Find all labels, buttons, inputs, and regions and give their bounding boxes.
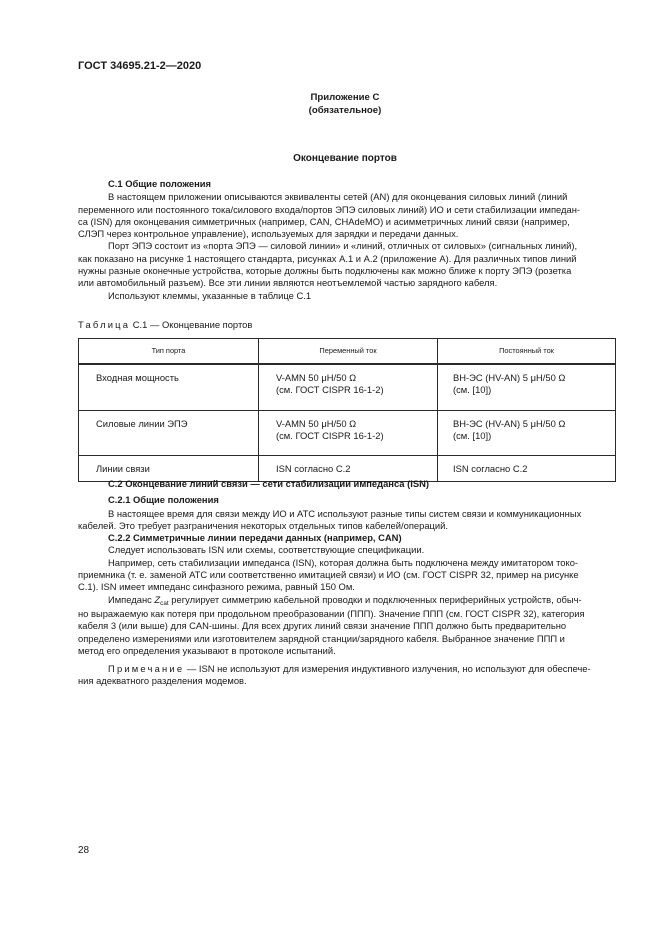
column-header-port-type: Тип порта xyxy=(79,339,259,365)
impedance-text: регулирует симметрию кабельной проводки и подключенных периферийных устройств, обыч- xyxy=(168,593,582,605)
c22-paragraph-2 xyxy=(78,557,615,594)
c1-paragraph-1 xyxy=(78,191,615,240)
text-line: определено измерениями или изготовителем зарядной станции/зарядного кабеля. Выбранное значение ППП и xyxy=(78,632,565,644)
standard-header: ГОСТ 34695.21-2—2020 xyxy=(78,60,202,72)
page-number: 28 xyxy=(78,845,90,856)
annex-title: Приложение С xyxy=(310,92,380,103)
c21-paragraph xyxy=(78,508,615,533)
c22-heading: С.2.2 Симметричные линии передачи данных (например, CAN) xyxy=(108,532,402,544)
text-line: или автомобильный разъем). Все эти линии являются неотъемлемой частью зарядного кабеля. xyxy=(78,277,498,289)
column-header-dc: Постоянный ток xyxy=(438,339,616,365)
text-line: метод его определения указывают в протоколе испытаний. xyxy=(78,644,336,656)
text-line xyxy=(78,594,615,608)
c1-heading: С.1 Общие положения xyxy=(108,178,211,189)
cell-dc-line2: (см. [10]) xyxy=(453,384,492,396)
section-c2 xyxy=(78,478,615,688)
table-caption-text: С.1 — Оконцевание портов xyxy=(130,319,253,330)
section-c1 xyxy=(78,178,615,302)
table-row xyxy=(79,364,616,411)
table-header-row xyxy=(79,339,616,365)
text-line: переменного или постоянного тока/силового входа/портов ЭПЭ силовых линий) ИО и сети стабилизации импедан- xyxy=(78,203,581,215)
cell-port: Входная мощность xyxy=(79,364,259,411)
text-line: ния адекватного разделения модемов. xyxy=(78,675,247,687)
table-caption-label: Таблица xyxy=(78,319,131,330)
text-line: кабеля 3 (или выше) для CAN-шины. Для всех других линий связи значение ППП должно быть предварительно xyxy=(78,620,567,632)
note xyxy=(78,663,615,688)
text-line: С.1). ISN имеет импеданс синфазного режима, равный 150 Ом. xyxy=(78,581,355,593)
impedance-subscript: cat xyxy=(160,599,169,607)
cell-ac-line1: V-AMN 50 μH/50 Ω xyxy=(276,372,357,383)
cell-ac-line1: V-AMN 50 μH/50 Ω xyxy=(276,418,357,429)
cell-dc-line2: (см. [10]) xyxy=(453,430,492,442)
text-line: СЛЭП через контрольное управление), используемых для зарядки и передачи данных. xyxy=(78,228,459,240)
ports-table xyxy=(78,338,616,482)
column-header-ac: Переменный ток xyxy=(259,339,438,365)
cell-dc xyxy=(438,364,616,411)
text-line: Порт ЭПЭ состоит из «порта ЭПЭ — силовой линии» и «линий, отличных от силовых» (сигнальных линий), xyxy=(108,240,578,252)
text-line: Например, сеть стабилизации импеданса (ISN), которая должна быть подключена между имитатором токо- xyxy=(108,556,579,568)
c1-paragraph-3: Используют клеммы, указанные в таблице С.1 xyxy=(108,289,312,301)
annex-status: (обязательное) xyxy=(308,104,382,116)
c22-paragraph-1: Следует использовать ISN или схемы, соответствующие спецификации. xyxy=(108,544,425,556)
text-line: В настоящее время для связи между ИО и АТС используют разные типы систем связи и коммуникационных xyxy=(108,507,582,519)
cell-ac xyxy=(259,364,438,411)
annex-heading xyxy=(300,92,390,117)
text-line: приемника (т. е. заменой АТС или соответственно имитацией связи) и ИО (см. ГОСТ CISPR 32, пример на рисунке xyxy=(78,569,579,581)
cell-dc-line1: ВН-ЭС (HV-AN) 5 μH/50 Ω xyxy=(453,418,566,429)
text-line: нужны разные оконечные устройства, которые должны быть подключены как можно ближе к порту ЭПЭ (розетка xyxy=(78,265,572,277)
impedance-prefix: Импеданс xyxy=(108,593,155,605)
cell-port: Силовые линии ЭПЭ xyxy=(79,411,259,456)
impedance-symbol: Z xyxy=(154,593,161,605)
cell-ac-line2: (см. ГОСТ CISPR 16-1-2) xyxy=(276,430,384,442)
c21-heading: С.2.1 Общие положения xyxy=(108,494,219,506)
table-caption xyxy=(78,319,252,331)
c22-paragraph-3 xyxy=(78,594,615,657)
cell-ac-line2: (см. ГОСТ CISPR 16-1-2) xyxy=(276,384,384,396)
text-line: как показано на рисунке 1 настоящего стандарта, рисунках А.1 и А.2 (приложение А). Для различных типов линий xyxy=(78,252,577,264)
text-line: В настоящем приложении описываются эквиваленты сетей (AN) для оконцевания силовых линий (линий xyxy=(108,191,568,203)
text-line xyxy=(78,663,615,675)
cell-dc xyxy=(438,411,616,456)
note-label: Примечание xyxy=(108,663,185,675)
c1-paragraph-2 xyxy=(78,240,615,289)
section-title: Оконцевание портов xyxy=(293,153,397,164)
note-text: — ISN не используют для измерения индуктивного излучения, но используют для обеспече- xyxy=(184,663,591,675)
cell-dc-line1: ВН-ЭС (HV-AN) 5 μH/50 Ω xyxy=(453,372,566,383)
text-line: кабелей. Это требует разграничения некоторых отдельных типов кабелей/операций. xyxy=(78,519,448,531)
cell-ac xyxy=(259,411,438,456)
text-line: но выражаемую как потеря при продольном преобразовании (ППП). Значение ППП (см. ГОСТ CISPR 32), категория xyxy=(78,607,585,619)
c2-heading: С.2 Оконцевание линий связи — сети стабилизации импеданса (ISN) xyxy=(108,478,429,489)
cell-dc: ISN согласно С.2 xyxy=(438,456,616,482)
cell-port: Линии связи xyxy=(79,456,259,482)
text-line: са (ISN) для оконцевания симметричных (например, CAN, CHAdeMO) и асимметричных линий связи (например, xyxy=(78,215,570,227)
table-row xyxy=(79,411,616,456)
cell-ac: ISN согласно С.2 xyxy=(259,456,438,482)
